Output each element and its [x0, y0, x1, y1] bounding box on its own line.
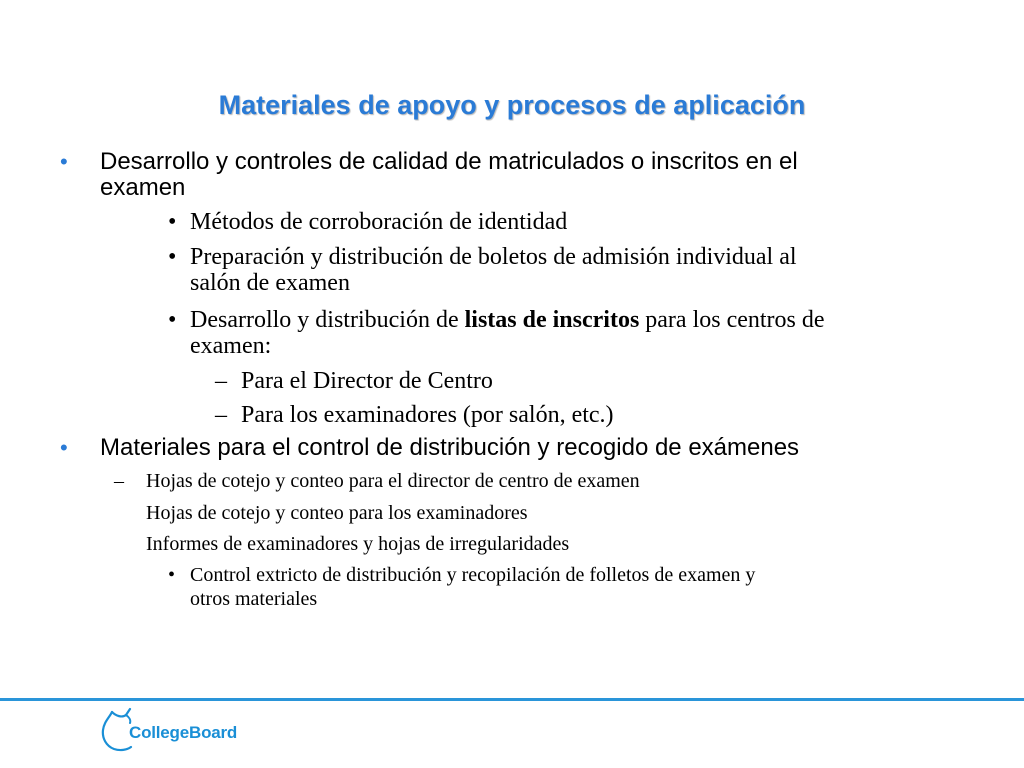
sub-sub-bullet-item: [215, 368, 493, 394]
bullet-text: Desarrollo y controles de calidad de matriculados o inscritos en el: [100, 148, 798, 175]
collegeboard-logo: [100, 706, 280, 754]
sub-bullet-item: [168, 307, 825, 359]
bullet-text-post: para los centros de: [639, 307, 825, 333]
footer-divider: [0, 698, 1024, 701]
sub-bullet-item: [168, 244, 797, 296]
bullet-text: Hojas de cotejo y conteo para el director de centro de examen: [146, 470, 640, 492]
bullet-text: Métodos de corroboración de identidad: [190, 209, 568, 235]
dash-marker: –: [215, 368, 227, 394]
bullet-item: [60, 434, 800, 461]
bullet-text: Materiales para el control de distribución y recogido de exámenes: [100, 434, 800, 461]
bullet-text: Para el Director de Centro: [241, 368, 493, 394]
bullet-marker: •: [60, 149, 68, 174]
sub-bullet-item: [168, 209, 568, 235]
bullet-text: Control extricto de distribución y recopilación de folletos de examen y: [190, 564, 756, 586]
sub-bullet-item: [146, 532, 569, 556]
sub-bullet-item: [114, 469, 640, 493]
bullet-text-bold: listas de inscritos: [464, 307, 640, 333]
slide-title: Materiales de apoyo y procesos de aplicación: [218, 90, 806, 120]
bullet-text: Preparación y distribución de boletos de admisión individual al: [190, 244, 797, 270]
bullet-text: Para los examinadores (por salón, etc.): [241, 402, 614, 428]
bullet-marker: •: [168, 209, 177, 235]
bullet-marker: •: [168, 307, 177, 333]
bullet-text: Informes de examinadores y hojas de irregularidades: [146, 533, 570, 555]
logo-text: CollegeBoard: [129, 723, 238, 742]
dash-marker: –: [114, 470, 124, 492]
bullet-text-pre: Desarrollo y distribución de: [190, 307, 465, 333]
bullet-text-continued: examen: [100, 174, 186, 201]
bullet-text-continued: examen:: [190, 333, 272, 359]
bullet-marker: •: [60, 435, 68, 460]
bullet-text: Hojas de cotejo y conteo para los examinadores: [146, 502, 528, 524]
sub-bullet-item: [146, 501, 528, 525]
bullet-text-continued: otros materiales: [190, 588, 318, 610]
sub-sub-bullet-item: [215, 402, 614, 428]
bullet-item: [60, 148, 798, 201]
bullet-text-continued: salón de examen: [190, 270, 350, 296]
dash-marker: –: [215, 402, 227, 428]
sub-sub-bullet-item: [168, 563, 756, 611]
bullet-marker: •: [168, 244, 177, 270]
bullet-marker: •: [168, 564, 176, 586]
